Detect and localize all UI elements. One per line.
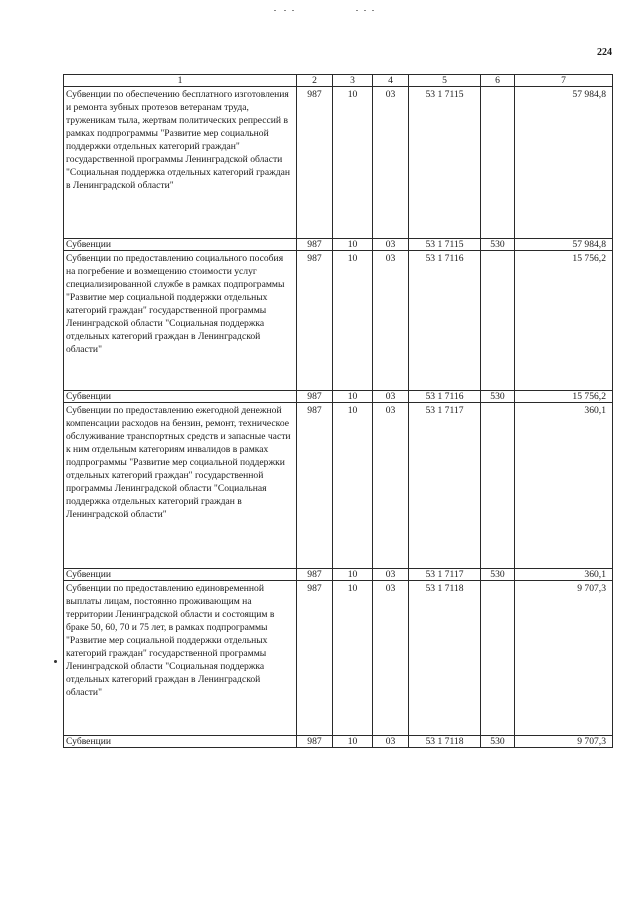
cell-amount: 360,1 — [515, 569, 613, 581]
cell-ministry-code: 987 — [297, 391, 333, 403]
cell-subsection: 03 — [373, 403, 409, 569]
cell-amount: 360,1 — [515, 403, 613, 569]
table-row — [64, 391, 613, 403]
cell-expense-type — [481, 403, 515, 569]
cell-subsection: 03 — [373, 87, 409, 239]
table-row — [64, 736, 613, 748]
row-description: Субвенции по предоставлению единовременной выплаты лицам, постоянно проживающим на территории Ленинградской области и состоящим в браке 50, 60, 70 и 75 лет, в рамках подпрограммы "Развитие мер социальной поддержки отдельных категорий граждан" государственной программы Ленинградской области "Социальная поддержка отдельных категорий граждан в Ленинградской области" — [64, 581, 297, 736]
cell-amount: 57 984,8 — [515, 239, 613, 251]
cell-subsection: 03 — [373, 569, 409, 581]
cell-subsection: 03 — [373, 581, 409, 736]
table-row — [64, 403, 613, 569]
cell-expense-type: 530 — [481, 239, 515, 251]
cell-amount: 15 756,2 — [515, 391, 613, 403]
cell-target-article: 53 1 7118 — [409, 736, 481, 748]
row-description: Субвенции по предоставлению ежегодной денежной компенсации расходов на бензин, ремонт, техническое обслуживание транспортных средств и запасные части к ним отдельным категориям инвалидов в рамках подпрограммы "Развитие мер социальной поддержки отдельных категорий граждан" государственной программы Ленинградской области "Социальная поддержка отдельных категорий граждан в Ленинградской области" — [64, 403, 297, 569]
cell-expense-type: 530 — [481, 736, 515, 748]
cell-target-article: 53 1 7117 — [409, 569, 481, 581]
cell-target-article: 53 1 7116 — [409, 251, 481, 391]
table-row — [64, 569, 613, 581]
row-description: Субвенции — [64, 569, 297, 581]
cell-ministry-code: 987 — [297, 403, 333, 569]
scan-specks — [270, 8, 390, 14]
page-number: 224 — [597, 47, 612, 58]
cell-target-article: 53 1 7118 — [409, 581, 481, 736]
cell-ministry-code: 987 — [297, 569, 333, 581]
row-description: Субвенции — [64, 391, 297, 403]
header-cell: 1 — [64, 75, 297, 87]
table-row — [64, 239, 613, 251]
cell-ministry-code: 987 — [297, 736, 333, 748]
cell-amount: 57 984,8 — [515, 87, 613, 239]
cell-section: 10 — [333, 736, 373, 748]
table-row — [64, 87, 613, 239]
cell-section: 10 — [333, 391, 373, 403]
cell-ministry-code: 987 — [297, 581, 333, 736]
row-description: Субвенции — [64, 736, 297, 748]
cell-section: 10 — [333, 251, 373, 391]
header-cell: 7 — [515, 75, 613, 87]
cell-ministry-code: 987 — [297, 87, 333, 239]
cell-section: 10 — [333, 569, 373, 581]
scan-dot — [54, 660, 57, 663]
row-description: Субвенции — [64, 239, 297, 251]
row-description: Субвенции по предоставлению социального пособия на погребение и возмещению стоимости услуг специализированной службе в рамках подпрограммы "Развитие мер социальной поддержки отдельных категорий граждан" государственной программы Ленинградской области "Социальная поддержка отдельных категорий граждан в Ленинградской области" — [64, 251, 297, 391]
cell-subsection: 03 — [373, 736, 409, 748]
row-description: Субвенции по обеспечению бесплатного изготовления и ремонта зубных протезов ветеранам труда, труженикам тыла, жертвам политических репрессий в рамках подпрограммы "Развитие мер социальной поддержки отдельных категорий граждан" государственной программы Ленинградской области "Социальная поддержка отдельных категорий граждан в Ленинградской области" — [64, 87, 297, 239]
cell-expense-type — [481, 87, 515, 239]
budget-table — [63, 74, 613, 748]
cell-amount: 9 707,3 — [515, 581, 613, 736]
header-cell: 5 — [409, 75, 481, 87]
cell-amount: 9 707,3 — [515, 736, 613, 748]
table-row — [64, 581, 613, 736]
cell-expense-type — [481, 581, 515, 736]
cell-amount: 15 756,2 — [515, 251, 613, 391]
cell-target-article: 53 1 7117 — [409, 403, 481, 569]
cell-section: 10 — [333, 581, 373, 736]
cell-expense-type: 530 — [481, 569, 515, 581]
cell-section: 10 — [333, 403, 373, 569]
header-cell: 4 — [373, 75, 409, 87]
table-row — [64, 251, 613, 391]
cell-section: 10 — [333, 239, 373, 251]
cell-section: 10 — [333, 87, 373, 239]
cell-target-article: 53 1 7115 — [409, 87, 481, 239]
cell-ministry-code: 987 — [297, 239, 333, 251]
header-row — [64, 75, 613, 87]
cell-subsection: 03 — [373, 391, 409, 403]
header-cell: 6 — [481, 75, 515, 87]
cell-subsection: 03 — [373, 239, 409, 251]
cell-subsection: 03 — [373, 251, 409, 391]
header-cell: 3 — [333, 75, 373, 87]
cell-ministry-code: 987 — [297, 251, 333, 391]
cell-target-article: 53 1 7115 — [409, 239, 481, 251]
header-cell: 2 — [297, 75, 333, 87]
cell-expense-type: 530 — [481, 391, 515, 403]
cell-expense-type — [481, 251, 515, 391]
cell-target-article: 53 1 7116 — [409, 391, 481, 403]
